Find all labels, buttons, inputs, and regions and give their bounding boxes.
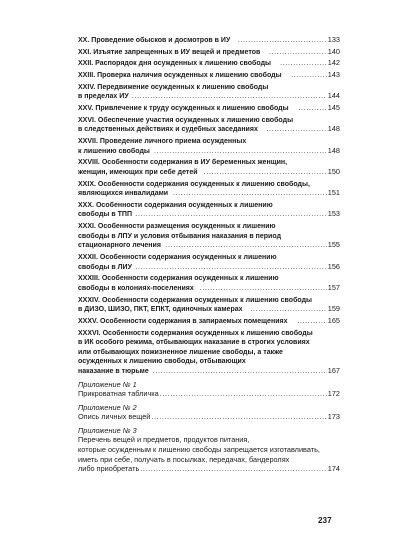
entry-page-number: 143 — [327, 70, 340, 80]
entry-page-number: 148 — [327, 124, 340, 134]
entry-last-line — [78, 209, 340, 219]
entry-last-line — [78, 167, 340, 177]
entry-last-line — [78, 316, 340, 326]
table-of-contents — [78, 35, 340, 476]
dot-leader — [135, 262, 327, 272]
entry-title-line: Опись личных вещей — [78, 412, 151, 422]
entry-page-number: 165 — [327, 315, 340, 325]
entry-title-line: осужденных к лишению свободы, отбывающих — [78, 356, 246, 366]
entry-title-line: XXI. Изъятие запрещенных в ИУ вещей и предметов — [78, 46, 261, 56]
toc-entry — [78, 82, 340, 101]
toc-entry — [78, 157, 340, 176]
entry-title-line: XXX. Особенности содержания осужденных к лишению — [78, 199, 273, 209]
dot-leader — [291, 70, 327, 80]
entry-title-line: XXXIII. Особенности содержания осужденных к лишению — [78, 273, 279, 283]
entry-last-line — [78, 58, 340, 68]
entry-last-line — [78, 47, 340, 57]
toc-entry — [78, 328, 340, 376]
entry-last-line — [78, 240, 340, 250]
entry-title-line: свободы в колониях-поселениях — [78, 282, 194, 292]
entry-title-line: в следственных действиях и судебных заседаниях — [78, 124, 258, 134]
entry-title-line: XXVIII. Особенности содержания в ИУ беременных женщин, — [78, 157, 288, 167]
entry-page-number: 173 — [327, 412, 340, 422]
dot-leader — [200, 283, 327, 293]
entry-last-line — [78, 366, 340, 376]
entry-title-line: Перечень вещей и предметов, продуктов питания, — [78, 435, 250, 445]
entry-title-line: в ДИЗО, ШИЗО, ПКТ, ЕПКТ, одиночных камерах — [78, 304, 243, 314]
entry-title-line: либо приобретать — [78, 464, 140, 474]
toc-entry — [78, 47, 340, 57]
dot-leader — [204, 167, 327, 177]
toc-entry — [78, 35, 340, 45]
dot-leader — [297, 316, 327, 326]
toc-entry — [78, 252, 340, 271]
dot-leader — [132, 91, 327, 101]
entry-title-line: являющихся инвалидами — [78, 188, 169, 198]
entry-last-line — [78, 304, 340, 314]
entry-title-line: XXIII. Проверка наличия осужденных к лишению свободы — [78, 70, 282, 80]
toc-entry — [78, 103, 340, 113]
chapter-list — [78, 35, 340, 376]
entry-title-line: наказание в тюрьме — [78, 365, 149, 375]
dot-leader — [280, 58, 327, 68]
entry-title-line: свободы в ЛПУ и условия отбывания наказания в период — [78, 230, 282, 240]
toc-entry — [78, 179, 340, 198]
entry-title-line: XXVII. Проведение личного приема осужденных — [78, 136, 247, 145]
entry-title-line: XXXI. Особенности размещения осужденных к лишению — [78, 221, 276, 231]
dot-leader — [266, 124, 326, 134]
entry-page-number: 133 — [327, 35, 340, 44]
toc-entry — [78, 200, 340, 219]
page-number: 237 — [318, 516, 332, 525]
entry-title-line: XXII. Распорядок дня осужденных к лишению свободы — [78, 58, 272, 68]
entry-title-line: которые осужденным к лишению свободы запрещается изготавливать, — [78, 445, 320, 455]
entry-page-number: 142 — [327, 58, 340, 68]
entry-last-line — [78, 262, 340, 272]
entry-title-line: XXXII. Особенности содержания осужденных к лишению — [78, 252, 277, 261]
entry-last-line — [78, 412, 340, 422]
entry-title-line: в ИК особого режима, отбывающих наказание в строгих условиях — [78, 337, 310, 347]
entry-page-number: 151 — [327, 188, 340, 198]
entry-page-number: 167 — [327, 365, 340, 375]
entry-title-line: свободы в ТПП — [78, 209, 133, 219]
dot-leader — [160, 389, 327, 399]
entry-page-number: 172 — [327, 389, 340, 399]
entry-title-line: иметь при себе, получать в посылках, передачах, бандеролях — [78, 454, 290, 464]
dot-leader — [151, 412, 326, 422]
appendix-label: Приложение № 2 — [78, 402, 137, 412]
entry-last-line — [78, 103, 340, 113]
entry-last-line — [78, 70, 340, 80]
entry-last-line — [78, 464, 340, 474]
entry-last-line — [78, 35, 340, 45]
toc-entry — [78, 136, 340, 155]
entry-last-line — [78, 124, 340, 134]
entry-title-line: женщин, имеющих при себе детей — [78, 166, 198, 176]
appendix-label: Приложение № 3 — [78, 425, 137, 435]
entry-last-line — [78, 91, 340, 101]
entry-title-line: XXIV. Передвижение осужденных к лишению свободы — [78, 81, 269, 91]
dot-leader — [153, 366, 327, 376]
entry-page-number: 140 — [327, 46, 340, 56]
entry-last-line — [78, 146, 340, 156]
entry-title-line: XXVI. Обеспечение участия осужденных к лишению свободы — [78, 114, 294, 124]
toc-entry — [78, 58, 340, 68]
entry-page-number: 148 — [327, 145, 340, 155]
entry-last-line — [78, 188, 340, 198]
entry-title-line: XXXIV. Особенности содержания осужденных к лишению свободы — [78, 294, 313, 304]
entry-title-line: или отбывающих пожизненное лишение свободы, а также — [78, 346, 283, 356]
entry-title-line: XXIX. Особенности содержания осужденных к лишению свободы, — [78, 178, 310, 188]
entry-title-line: в пределах ИУ — [78, 91, 129, 101]
dot-leader — [250, 304, 326, 314]
dot-leader — [135, 209, 327, 219]
dot-leader — [238, 35, 327, 45]
appendix-label: Приложение № 1 — [78, 379, 137, 389]
toc-entry — [78, 412, 340, 422]
toc-entry — [78, 221, 340, 250]
entry-page-number: 145 — [327, 103, 340, 113]
entry-title-line: к лишению свободы — [78, 145, 150, 155]
entry-page-number: 155 — [327, 240, 340, 250]
entry-last-line — [78, 389, 340, 399]
toc-entry — [78, 389, 340, 399]
entry-page-number: 144 — [327, 91, 340, 101]
entry-title-line: свободы в ЛИУ — [78, 261, 132, 271]
entry-page-number: 174 — [327, 464, 340, 474]
entry-page-number: 156 — [327, 261, 340, 271]
toc-entry — [78, 70, 340, 80]
dot-leader — [165, 240, 326, 250]
entry-page-number: 150 — [327, 166, 340, 176]
entry-title-line: XX. Проведение обысков и досмотров в ИУ — [78, 35, 231, 44]
toc-entry — [78, 316, 340, 326]
entry-page-number: 159 — [327, 304, 340, 314]
entry-title-line: стационарного лечения — [78, 240, 161, 250]
entry-page-number: 153 — [327, 209, 340, 219]
toc-entry — [78, 115, 340, 134]
entry-title-line: Прикроватная табличка — [78, 389, 159, 399]
entry-title-line: XXXVI. Особенности содержания осужденных к лишению свободы — [78, 327, 313, 337]
entry-title-line: XXXV. Особенности содержания в запираемых помещениях — [78, 315, 288, 325]
dot-leader — [269, 47, 327, 57]
entry-last-line — [78, 283, 340, 293]
dot-leader — [173, 188, 327, 198]
entry-page-number: 157 — [327, 282, 340, 292]
toc-entry — [78, 435, 340, 473]
toc-entry — [78, 295, 340, 314]
toc-entry — [78, 273, 340, 292]
dot-leader — [298, 103, 326, 113]
entry-title-line: XXV. Привлечение к труду осужденных к лишению свободы — [78, 103, 289, 113]
appendix-list — [78, 380, 340, 474]
dot-leader — [154, 146, 327, 156]
dot-leader — [140, 464, 327, 474]
